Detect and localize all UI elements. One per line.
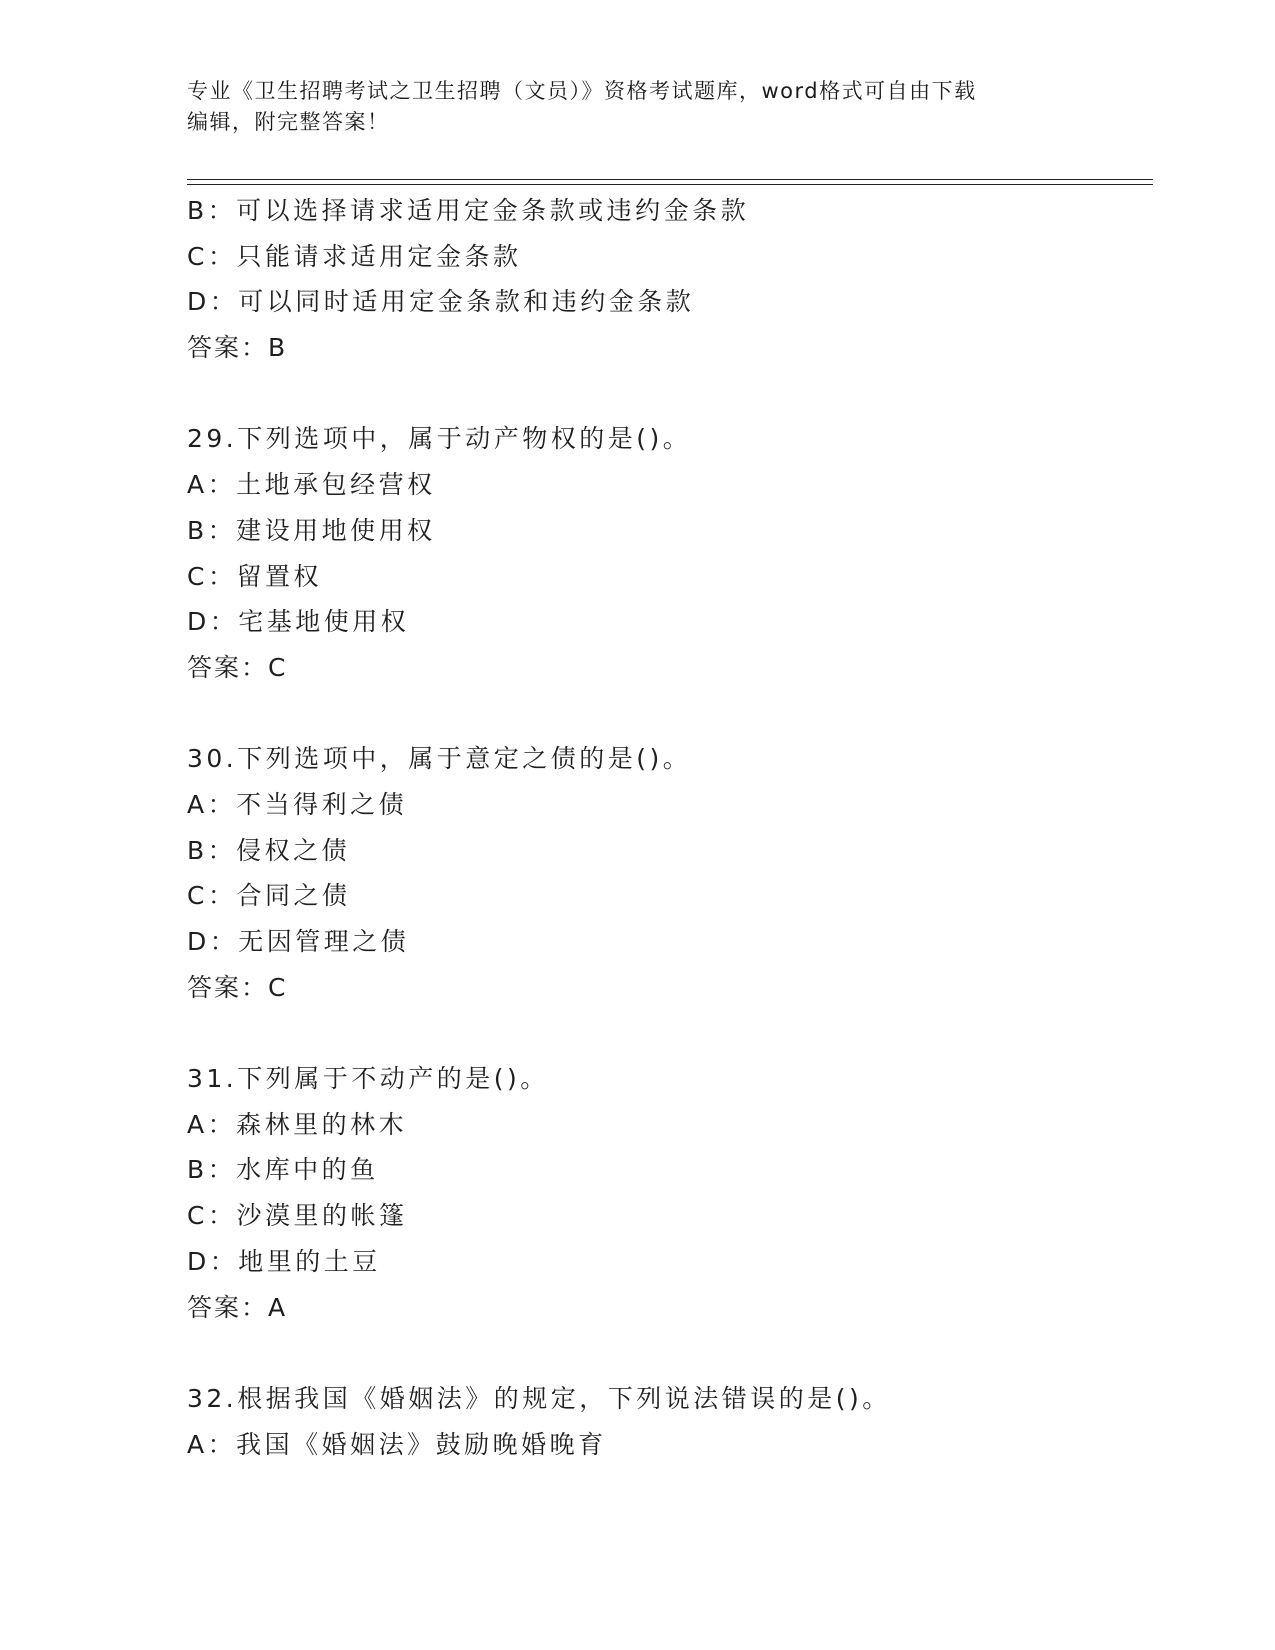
question-30: [187, 736, 1147, 1010]
answer: 答案：C: [187, 652, 288, 682]
option-a: A：森林里的林木: [187, 1109, 408, 1139]
question-stem: 29.下列选项中，属于动产物权的是()。: [187, 424, 692, 454]
option-c: C：只能请求适用定金条款: [187, 241, 522, 271]
spacer: [187, 1010, 1147, 1056]
option-a: A：土地承包经营权: [187, 470, 436, 500]
question-list: [187, 188, 1147, 1467]
document-header: [187, 76, 1067, 138]
header-line-2: 编辑，附完整答案！: [187, 110, 390, 134]
header-divider-top: [187, 179, 1153, 180]
question-stem: 32.根据我国《婚姻法》的规定，下列说法错误的是()。: [187, 1383, 891, 1413]
option-b: B：可以选择请求适用定金条款或违约金条款: [187, 196, 750, 225]
option-d: D：地里的土豆: [187, 1246, 381, 1276]
answer: 答案：A: [187, 1292, 288, 1322]
header-line-1: 专业《卫生招聘考试之卫生招聘（文员）》资格考试题库，word格式可自由下载: [187, 79, 977, 103]
option-a: A：不当得利之债: [187, 789, 408, 819]
answer: 答案：B: [187, 333, 288, 363]
option-a: A：我国《婚姻法》鼓励晚婚晚育: [187, 1429, 607, 1459]
question-stem: 31.下列属于不动产的是()。: [187, 1064, 549, 1094]
spacer: [187, 691, 1147, 737]
option-c: C：沙漠里的帐篷: [187, 1201, 408, 1231]
option-c: C：合同之债: [187, 881, 351, 911]
option-b: B：建设用地使用权: [187, 515, 436, 545]
option-d: D：可以同时适用定金条款和违约金条款: [187, 287, 695, 317]
option-b: B：侵权之债: [187, 835, 351, 865]
answer: 答案：C: [187, 972, 288, 1002]
question-31: [187, 1056, 1147, 1330]
option-d: D：无因管理之债: [187, 927, 410, 956]
option-d: D：宅基地使用权: [187, 607, 410, 637]
spacer: [187, 1330, 1147, 1376]
header-divider-bottom: [187, 184, 1153, 185]
spacer: [187, 371, 1147, 417]
question-stem: 30.下列选项中，属于意定之债的是()。: [187, 744, 692, 774]
question-28-continued: [187, 188, 1147, 371]
question-29: [187, 416, 1147, 690]
option-b: B：水库中的鱼: [187, 1155, 379, 1185]
question-32: [187, 1376, 1147, 1467]
option-c: C：留置权: [187, 561, 322, 591]
